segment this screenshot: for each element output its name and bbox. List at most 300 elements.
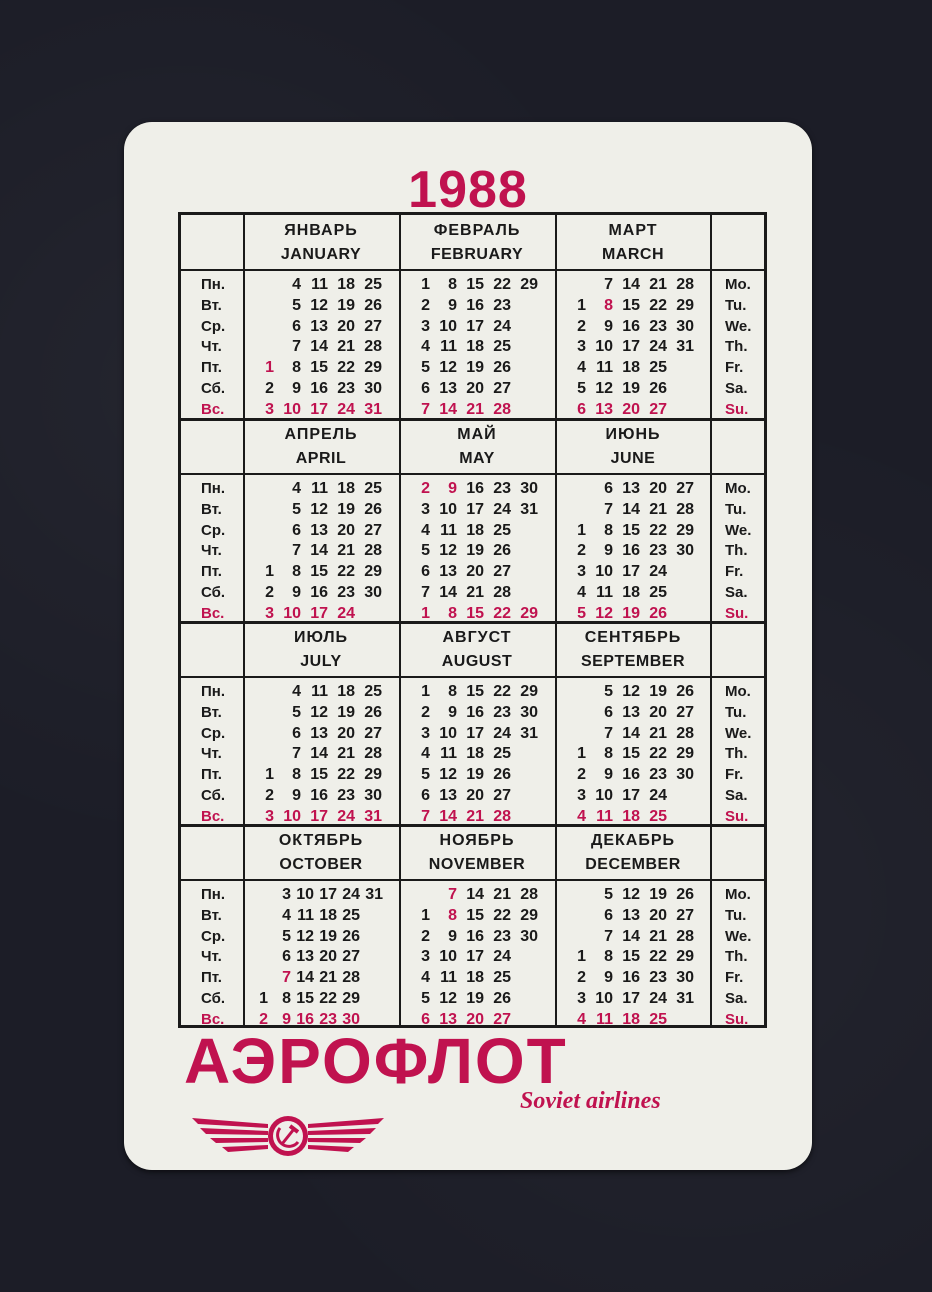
week-row — [556, 400, 710, 421]
day-cell: 27 — [364, 724, 382, 742]
day-cell: 4 — [421, 521, 430, 539]
day-cell: 23 — [319, 1010, 337, 1028]
day-cell: 7 — [292, 338, 301, 356]
day-cell: 10 — [439, 724, 457, 742]
day-cell: 3 — [265, 604, 274, 622]
day-cell: 28 — [364, 542, 382, 560]
day-cell: 16 — [622, 969, 640, 987]
week-row — [244, 947, 398, 968]
day-cell: 26 — [342, 927, 360, 945]
day-cell: 3 — [577, 563, 586, 581]
month-header-march — [556, 219, 710, 267]
week-row — [244, 317, 398, 338]
day-cell: 27 — [676, 480, 694, 497]
day-cell: 30 — [364, 583, 382, 601]
day-cell: 10 — [439, 500, 457, 518]
day-cell: 30 — [364, 379, 382, 397]
week-row — [556, 500, 710, 521]
weekday-label: Fr. — [725, 969, 744, 987]
weekday-label: Mo. — [725, 683, 751, 700]
day-cell: 18 — [622, 1010, 640, 1028]
day-cell: 7 — [604, 500, 613, 518]
weekday-label: Fr. — [725, 563, 744, 581]
week-row — [244, 358, 398, 379]
week-row — [556, 786, 710, 807]
day-cell: 3 — [577, 786, 586, 804]
day-cell: 15 — [622, 948, 640, 966]
month-name-en: JUNE — [610, 450, 656, 467]
day-cell: 7 — [421, 583, 430, 601]
week-row — [556, 682, 710, 703]
weekday-label: Sa. — [725, 786, 748, 804]
weekday-label: Th. — [725, 338, 748, 356]
day-cell: 7 — [292, 745, 301, 763]
day-cell: 2 — [265, 379, 274, 397]
day-cell: 18 — [466, 521, 484, 539]
day-cell: 8 — [448, 906, 457, 924]
weekday-label: Вт. — [201, 906, 222, 924]
day-cell: 9 — [292, 786, 301, 804]
day-cell: 22 — [649, 948, 667, 966]
day-cell: 6 — [604, 703, 613, 721]
day-cell: 10 — [283, 807, 301, 825]
day-cell: 31 — [520, 500, 538, 518]
weekday-label: Пт. — [201, 969, 222, 987]
weekday-labels-ru — [181, 885, 241, 1031]
day-cell: 25 — [649, 1010, 667, 1028]
day-cell: 17 — [466, 500, 484, 518]
week-row — [556, 703, 710, 724]
day-cell: 18 — [466, 969, 484, 987]
month-header-july — [244, 626, 398, 674]
day-cell: 20 — [337, 521, 355, 539]
month-days-february — [400, 275, 554, 421]
day-cell: 21 — [649, 724, 667, 742]
day-cell: 2 — [577, 766, 586, 784]
week-row — [556, 337, 710, 358]
day-cell: 6 — [282, 948, 291, 966]
day-cell: 21 — [337, 338, 355, 356]
day-cell: 21 — [337, 542, 355, 560]
day-cell: 7 — [282, 969, 291, 987]
week-row — [244, 703, 398, 724]
day-cell: 6 — [421, 379, 430, 397]
day-cell: 31 — [364, 807, 382, 825]
day-cell: 19 — [649, 886, 667, 903]
week-row — [400, 989, 554, 1010]
week-row — [556, 927, 710, 948]
day-cell: 24 — [337, 604, 355, 622]
month-header-january — [244, 219, 398, 267]
day-cell: 21 — [649, 276, 667, 293]
day-cell: 19 — [337, 703, 355, 721]
day-cell: 12 — [310, 703, 328, 721]
week-row — [400, 541, 554, 562]
weekday-label: Sa. — [725, 583, 748, 601]
day-cell: 6 — [292, 317, 301, 335]
month-header-november — [400, 829, 554, 877]
day-cell: 14 — [622, 927, 640, 945]
week-row — [556, 479, 710, 500]
weekday-label: Вс. — [201, 807, 225, 825]
month-name-ru: МАРТ — [608, 222, 658, 239]
day-cell: 15 — [296, 989, 314, 1007]
week-row — [244, 968, 398, 989]
day-cell: 19 — [319, 927, 337, 945]
week-row — [400, 521, 554, 542]
week-row — [244, 400, 398, 421]
day-cell: 9 — [604, 542, 613, 560]
day-cell: 21 — [493, 886, 511, 903]
weekday-label: Чт. — [201, 948, 222, 966]
week-row — [556, 724, 710, 745]
week-row — [244, 765, 398, 786]
weekday-label: Ср. — [201, 521, 226, 539]
day-cell: 25 — [364, 480, 382, 497]
weekday-label: Сб. — [201, 786, 226, 804]
week-row — [244, 604, 398, 625]
day-cell: 19 — [466, 989, 484, 1007]
day-cell: 30 — [342, 1010, 360, 1028]
day-cell: 19 — [622, 379, 640, 397]
day-cell: 22 — [649, 745, 667, 763]
week-row — [244, 885, 398, 906]
day-cell: 7 — [421, 400, 430, 418]
day-cell: 21 — [319, 969, 337, 987]
day-cell: 24 — [493, 948, 511, 966]
day-cell: 30 — [364, 786, 382, 804]
day-cell: 29 — [520, 906, 538, 924]
month-header-june — [556, 423, 710, 471]
day-cell: 11 — [440, 338, 457, 356]
grid-header-divider — [181, 879, 764, 881]
month-days-november — [400, 885, 554, 1031]
day-cell: 1 — [577, 521, 586, 539]
day-cell: 27 — [493, 379, 511, 397]
day-cell: 20 — [622, 400, 640, 418]
week-row — [556, 968, 710, 989]
week-row — [400, 296, 554, 317]
week-row — [400, 358, 554, 379]
month-name-en: SEPTEMBER — [580, 653, 686, 670]
week-row — [400, 947, 554, 968]
week-row — [556, 744, 710, 765]
day-cell: 8 — [448, 683, 457, 700]
day-cell: 14 — [296, 969, 314, 987]
day-cell: 4 — [577, 1010, 586, 1028]
day-cell: 24 — [493, 724, 511, 742]
week-row — [400, 583, 554, 604]
day-cell: 24 — [649, 989, 667, 1007]
day-cell: 4 — [282, 906, 291, 924]
week-row — [400, 562, 554, 583]
day-cell: 9 — [292, 379, 301, 397]
day-cell: 8 — [448, 604, 457, 622]
day-cell: 23 — [337, 583, 355, 601]
day-cell: 12 — [439, 766, 457, 784]
day-cell: 16 — [622, 766, 640, 784]
day-cell: 14 — [622, 276, 640, 293]
day-cell: 7 — [292, 542, 301, 560]
day-cell: 8 — [448, 276, 457, 293]
day-cell: 4 — [292, 683, 301, 700]
day-cell: 12 — [595, 604, 613, 622]
day-cell: 15 — [466, 906, 484, 924]
day-cell: 14 — [439, 400, 457, 418]
weekday-label: We. — [725, 927, 752, 945]
week-row — [244, 500, 398, 521]
day-cell: 26 — [364, 500, 382, 518]
month-days-august — [400, 682, 554, 828]
day-cell: 11 — [596, 1010, 613, 1028]
day-cell: 4 — [421, 969, 430, 987]
day-cell: 29 — [520, 604, 538, 622]
day-cell: 17 — [466, 948, 484, 966]
day-cell: 15 — [310, 359, 328, 377]
day-cell: 10 — [283, 400, 301, 418]
week-row — [244, 724, 398, 745]
day-cell: 7 — [604, 276, 613, 293]
weekday-label: Чт. — [201, 542, 222, 560]
day-cell: 13 — [310, 521, 328, 539]
day-cell: 31 — [364, 400, 382, 418]
week-row — [400, 927, 554, 948]
month-name-en: OCTOBER — [279, 856, 363, 873]
day-cell: 23 — [649, 317, 667, 335]
day-cell: 17 — [310, 604, 328, 622]
weekday-label: Сб. — [201, 583, 226, 601]
day-cell: 30 — [676, 542, 694, 560]
day-cell: 25 — [649, 359, 667, 377]
month-header-october — [244, 829, 398, 877]
day-cell: 22 — [493, 276, 511, 293]
weekday-labels-en — [711, 885, 771, 1031]
day-cell: 2 — [265, 583, 274, 601]
day-cell: 11 — [311, 683, 328, 700]
day-cell: 14 — [466, 886, 484, 903]
day-cell: 15 — [622, 296, 640, 314]
weekday-label: We. — [725, 724, 752, 742]
weekday-label: Tu. — [725, 703, 747, 721]
week-row — [400, 337, 554, 358]
weekday-label: We. — [725, 521, 752, 539]
week-row — [556, 521, 710, 542]
day-cell: 29 — [676, 948, 694, 966]
month-header-december — [556, 829, 710, 877]
day-cell: 20 — [649, 906, 667, 924]
day-cell: 20 — [466, 1010, 484, 1028]
day-cell: 14 — [439, 583, 457, 601]
weekday-labels-en — [711, 479, 771, 625]
weekday-label: Пн. — [201, 480, 226, 497]
day-cell: 13 — [439, 563, 457, 581]
day-cell: 14 — [622, 724, 640, 742]
day-cell: 11 — [596, 583, 613, 601]
day-cell: 14 — [622, 500, 640, 518]
day-cell: 16 — [466, 927, 484, 945]
day-cell: 4 — [421, 338, 430, 356]
day-cell: 20 — [319, 948, 337, 966]
day-cell: 7 — [604, 927, 613, 945]
day-cell: 19 — [337, 500, 355, 518]
day-cell: 3 — [421, 500, 430, 518]
day-cell: 16 — [296, 1010, 314, 1028]
day-cell: 25 — [364, 683, 382, 700]
week-row — [556, 562, 710, 583]
day-cell: 9 — [448, 927, 457, 945]
day-cell: 10 — [595, 338, 613, 356]
day-cell: 3 — [577, 989, 586, 1007]
day-cell: 22 — [649, 521, 667, 539]
grid-header-divider — [181, 676, 764, 678]
week-row — [400, 604, 554, 625]
weekday-label: Вт. — [201, 500, 222, 518]
day-cell: 26 — [649, 379, 667, 397]
day-cell: 22 — [319, 989, 337, 1007]
day-cell: 10 — [595, 563, 613, 581]
day-cell: 9 — [448, 703, 457, 721]
week-row — [244, 337, 398, 358]
weekday-labels-en — [711, 275, 771, 421]
day-cell: 1 — [577, 296, 586, 314]
day-cell: 25 — [342, 906, 360, 924]
day-cell: 9 — [292, 583, 301, 601]
day-cell: 29 — [342, 989, 360, 1007]
day-cell: 19 — [466, 359, 484, 377]
day-cell: 30 — [520, 927, 538, 945]
day-cell: 29 — [364, 359, 382, 377]
weekday-label: Fr. — [725, 359, 744, 377]
day-cell: 23 — [493, 296, 511, 314]
week-row — [400, 744, 554, 765]
year-title: 1988 — [408, 161, 528, 219]
day-cell: 25 — [649, 807, 667, 825]
day-cell: 29 — [364, 563, 382, 581]
weekday-label: Пн. — [201, 276, 226, 293]
day-cell: 9 — [282, 1010, 291, 1028]
day-cell: 26 — [493, 766, 511, 784]
weekday-labels-ru — [181, 479, 241, 625]
day-cell: 28 — [342, 969, 360, 987]
winged-hammer-sickle-icon — [190, 1112, 386, 1162]
week-row — [244, 682, 398, 703]
day-cell: 3 — [421, 724, 430, 742]
month-name-en: APRIL — [295, 450, 347, 467]
day-cell: 19 — [622, 604, 640, 622]
day-cell: 5 — [421, 542, 430, 560]
month-name-en: JANUARY — [280, 246, 362, 263]
month-name-ru: ФЕВРАЛЬ — [433, 222, 521, 239]
day-cell: 10 — [595, 989, 613, 1007]
day-cell: 1 — [577, 745, 586, 763]
day-cell: 11 — [311, 480, 328, 497]
week-row — [244, 807, 398, 828]
day-cell: 16 — [466, 296, 484, 314]
weekday-label: Th. — [725, 745, 748, 763]
month-days-march — [556, 275, 710, 421]
day-cell: 17 — [466, 317, 484, 335]
day-cell: 20 — [466, 563, 484, 581]
day-cell: 17 — [622, 563, 640, 581]
day-cell: 9 — [448, 296, 457, 314]
day-cell: 6 — [421, 786, 430, 804]
day-cell: 18 — [319, 906, 337, 924]
day-cell: 23 — [493, 480, 511, 497]
week-row — [556, 989, 710, 1010]
day-cell: 27 — [493, 563, 511, 581]
day-cell: 13 — [622, 906, 640, 924]
day-cell: 6 — [421, 1010, 430, 1028]
day-cell: 1 — [421, 604, 430, 622]
week-row — [400, 703, 554, 724]
day-cell: 19 — [466, 766, 484, 784]
weekday-label: Сб. — [201, 989, 226, 1007]
weekday-label: Вс. — [201, 604, 225, 622]
weekday-label: Пт. — [201, 766, 222, 784]
weekday-label: Su. — [725, 807, 749, 825]
day-cell: 26 — [676, 683, 694, 700]
day-cell: 2 — [421, 703, 430, 721]
day-cell: 12 — [595, 379, 613, 397]
month-name-en: DECEMBER — [585, 856, 681, 873]
day-cell: 16 — [466, 703, 484, 721]
day-cell: 28 — [520, 886, 538, 903]
week-row — [400, 479, 554, 500]
day-cell: 16 — [310, 583, 328, 601]
day-cell: 1 — [265, 563, 274, 581]
day-cell: 4 — [421, 745, 430, 763]
week-row — [400, 968, 554, 989]
day-cell: 4 — [292, 480, 301, 497]
day-cell: 5 — [604, 886, 613, 903]
week-row — [556, 541, 710, 562]
day-cell: 5 — [421, 989, 430, 1007]
week-row — [400, 765, 554, 786]
day-cell: 22 — [337, 766, 355, 784]
day-cell: 3 — [421, 948, 430, 966]
month-header-april — [244, 423, 398, 471]
day-cell: 24 — [649, 786, 667, 804]
day-cell: 8 — [282, 989, 291, 1007]
day-cell: 17 — [622, 338, 640, 356]
day-cell: 28 — [676, 927, 694, 945]
week-row — [556, 807, 710, 828]
day-cell: 14 — [439, 807, 457, 825]
day-cell: 8 — [604, 296, 613, 314]
week-row — [556, 1010, 710, 1031]
week-row — [556, 885, 710, 906]
month-name-ru: АВГУСТ — [442, 629, 512, 646]
day-cell: 24 — [649, 563, 667, 581]
weekday-label: Sa. — [725, 379, 748, 397]
day-cell: 26 — [364, 703, 382, 721]
weekday-label: Пт. — [201, 359, 222, 377]
day-cell: 5 — [577, 604, 586, 622]
day-cell: 10 — [439, 948, 457, 966]
calendar-grid — [178, 212, 767, 1028]
weekday-label: Вт. — [201, 296, 222, 314]
day-cell: 21 — [649, 927, 667, 945]
month-header-february — [400, 219, 554, 267]
week-row — [400, 682, 554, 703]
day-cell: 29 — [364, 766, 382, 784]
weekday-labels-ru — [181, 682, 241, 828]
day-cell: 19 — [466, 542, 484, 560]
day-cell: 9 — [604, 317, 613, 335]
day-cell: 26 — [493, 989, 511, 1007]
month-days-july — [244, 682, 398, 828]
month-name-ru: МАЙ — [457, 426, 497, 443]
